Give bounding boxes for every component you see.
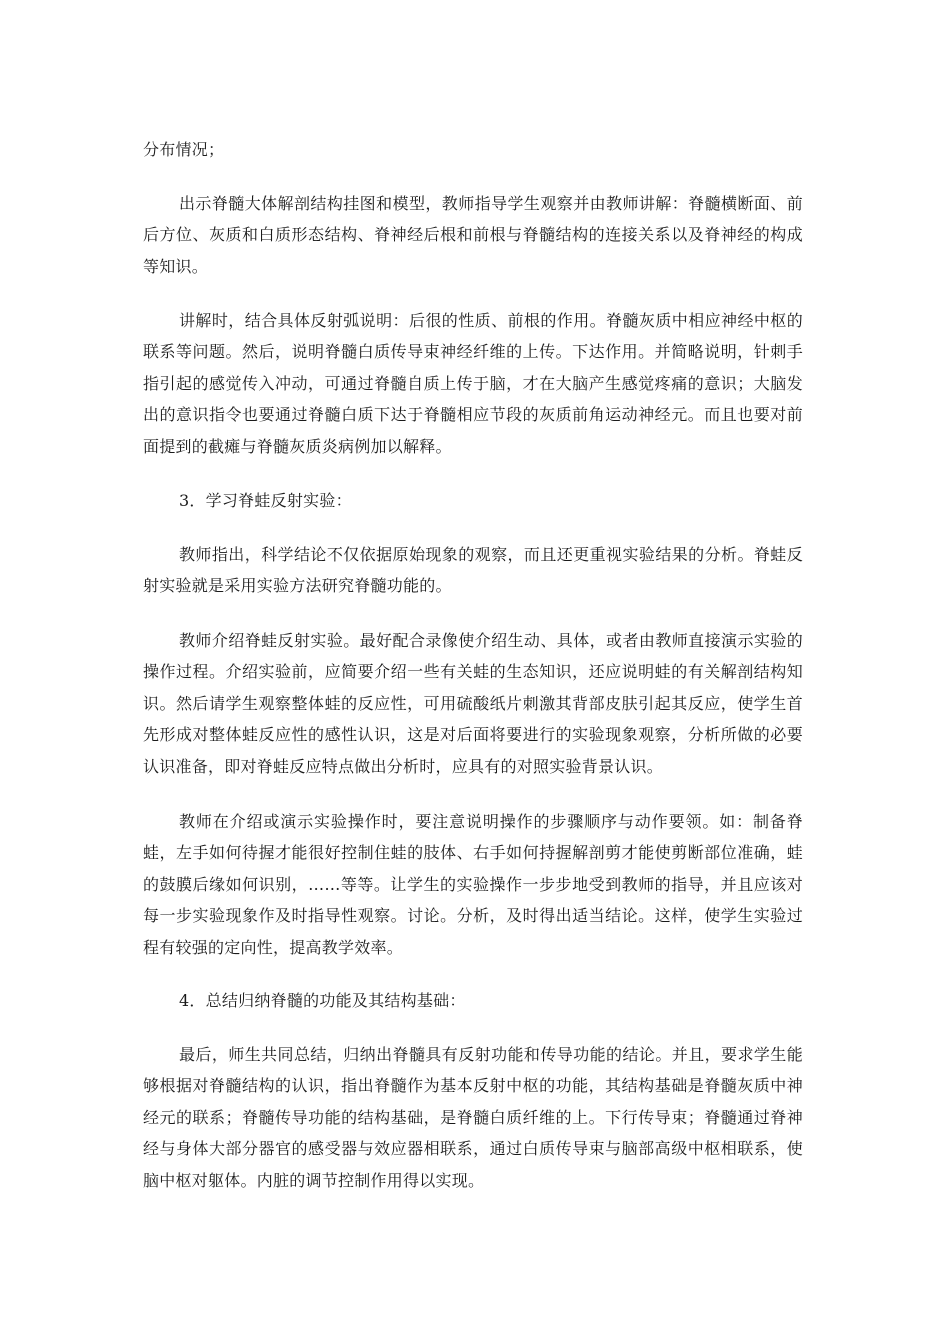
paragraph-anatomy-demo: 出示脊髓大体解剖结构挂图和模型，教师指导学生观察并由教师讲解：脊髓横断面、前后方位、灰质和白质形态结构、脊神经后根和前根与脊髓结构的连接关系以及脊神经的构成等知识。: [143, 194, 803, 276]
heading-summary: 4．总结归纳脊髓的功能及其结构基础：: [179, 991, 466, 1010]
paragraph-teacher-points: 教师指出，科学结论不仅依据原始现象的观察，而且还更重视实验结果的分析。脊蛙反射实验就是采用实验方法研究脊髓功能的。: [143, 545, 803, 596]
paragraph-conclusion: 最后，师生共同总结，归纳出脊髓具有反射功能和传导功能的结论。并且，要求学生能够根据对脊髓结构的认识，指出脊髓作为基本反射中枢的功能，其结构基础是脊髓灰质中神经元的联系；脊髓传导功能的结构基础，是脊髓白质纤维的上。下行传导束；脊髓通过脊神经与身体大部分器官的感受器与效应器相联系，通过白质传导束与脑部高级中枢相联系，使脑中枢对躯体。内脏的调节控制作用得以实现。: [143, 1045, 803, 1190]
heading-frog-experiment: 3．学习脊蛙反射实验：: [179, 491, 352, 510]
paragraph-distribution: 分布情况；: [143, 140, 225, 159]
paragraph-experiment-intro: 教师介绍脊蛙反射实验。最好配合录像使介绍生动、具体，或者由教师直接演示实验的操作过程。介绍实验前，应简要介绍一些有关蛙的生态知识，还应说明蛙的有关解剖结构知识。然后请学生观察整体蛙的反应性，可用硫酸纸片刺激其背部皮肤引起其反应，使学生首先形成对整体蛙反应性的感性认识，这是对后面将要进行的实验现象观察，分析所做的必要认识准备，即对脊蛙反应特点做出分析时，应具有的对照实验背景认识。: [143, 631, 803, 776]
paragraph-reflex-arc: 讲解时，结合具体反射弧说明：后很的性质、前根的作用。脊髓灰质中相应神经中枢的联系等问题。然后，说明脊髓白质传导束神经纤维的上传。下达作用。并简略说明，针刺手指引起的感觉传入冲动，可通过脊髓自质上传于脑，才在大脑产生感觉疼痛的意识；大脑发出的意识指令也要通过脊髓白质下达于脊髓相应节段的灰质前角运动神经元。而且也要对前面提到的截瘫与脊髓灰质炎病例加以解释。: [143, 311, 803, 456]
paragraph-operation-steps: 教师在介绍或演示实验操作时，要注意说明操作的步骤顺序与动作要领。如：制备脊蛙，左手如何待握才能很好控制住蛙的肢体、右手如何持握解剖剪才能使剪断部位准确，蛙的鼓膜后缘如何识别，……等等。让学生的实验操作一步步地受到教师的指导，并且应该对每一步实验现象作及时指导性观察。讨论。分析，及时得出适当结论。这样，使学生实验过程有较强的定向性，提高教学效率。: [143, 812, 803, 957]
